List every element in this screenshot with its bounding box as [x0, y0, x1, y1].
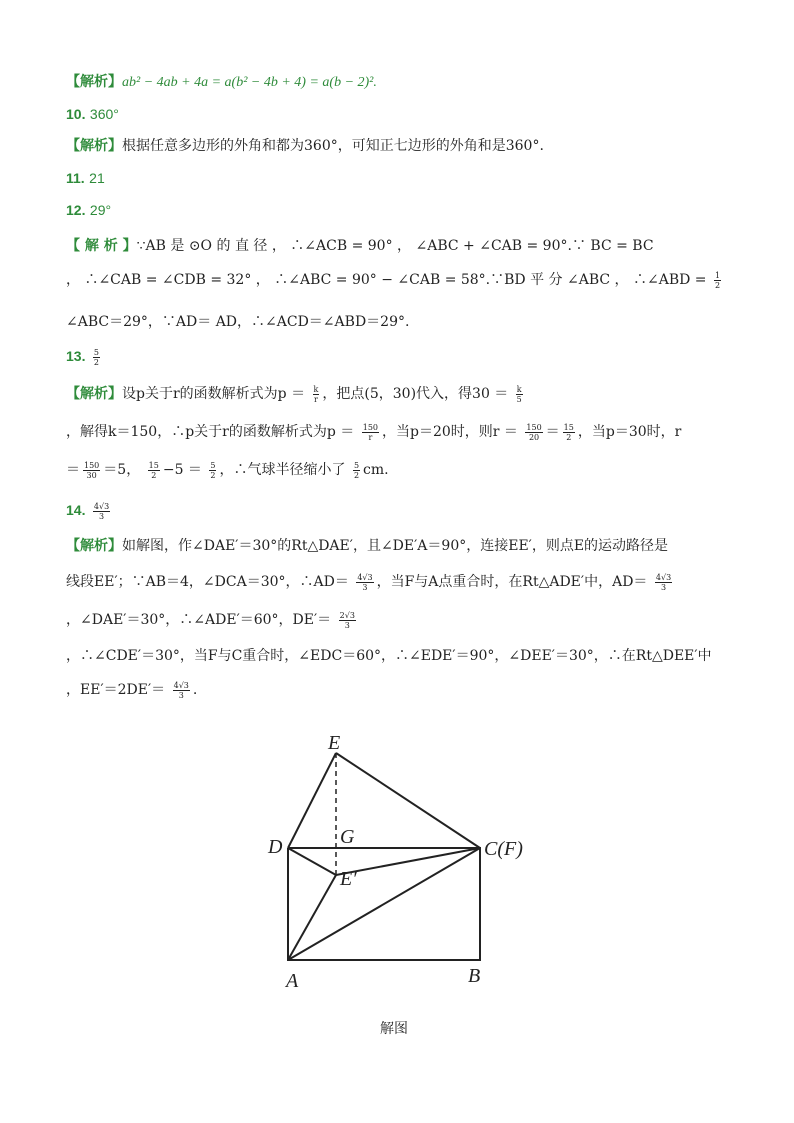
label-E: E	[328, 735, 341, 754]
analysis-tag: 【解析】	[66, 138, 122, 154]
answer-12	[66, 200, 111, 221]
segment-DE-prime	[288, 848, 336, 875]
analysis-tag: 【解析】	[66, 538, 122, 554]
fraction-5-2b: $\frac{5}{2}$	[353, 460, 360, 480]
answer-10	[66, 104, 119, 125]
analysis-text: ，∴∠CDE′＝30°，当F与C重合时，∠EDC＝60°，∴∠EDE′＝90°，∠DEE′＝30°，∴在Rt△DEE′中	[66, 648, 712, 664]
analysis-14-line3	[66, 610, 359, 630]
segment-DE	[288, 753, 336, 848]
analysis-text: ，∴气球半径缩小了	[219, 462, 346, 478]
label-E-prime: E′	[340, 868, 357, 890]
analysis-text: 如解图，作∠DAE′＝30°的Rt△DAE′，且∠DE′A＝90°，连接EE′，则点E的运动路径是	[122, 538, 669, 554]
analysis-text: ab² − 4ab + 4a = a(b² − 4b + 4) = a(b − 2)².	[122, 75, 377, 90]
analysis-14-line5	[66, 680, 197, 700]
analysis-text: 设p关于r的函数解析式为p ＝	[122, 386, 306, 402]
answer-14	[66, 500, 113, 521]
analysis-13-line1	[66, 384, 526, 404]
fraction-150-20: $\frac{150}{20}$	[526, 422, 542, 442]
analysis-text: ， ∴∠CAB = ∠CDB = 32° ， ∴∠ABC = 90° − ∠CAB = 58°.∵BD 平 分 ∠ABC ， ∴∠ABD =	[66, 272, 707, 288]
question-number: 12.	[66, 202, 86, 218]
fraction-15-2b: $\frac{15}{2}$	[148, 460, 159, 480]
label-D: D	[268, 836, 283, 858]
analysis-tag: 【解析】	[66, 386, 122, 402]
analysis-text: ＝5，	[103, 462, 141, 478]
fraction-2r3-3: $\frac{2√3}{3}$	[339, 610, 355, 630]
answer-13	[66, 346, 103, 367]
segment-AE-prime	[288, 875, 336, 960]
analysis-text: ∵AB 是 ⊙O 的 直 径 ， ∴∠ACB = 90° ， ∠ABC + ∠CAB = 90°.∵ BC = BC	[136, 238, 654, 254]
analysis-12-line3	[66, 312, 409, 332]
figure-caption: 解图	[380, 1021, 408, 1037]
analysis-text: −5 ＝	[162, 462, 202, 478]
analysis-text: ＝	[66, 462, 80, 478]
analysis-text: ，把点(5，30)代入，得30 ＝	[322, 386, 509, 402]
fraction-15-2: $\frac{15}{2}$	[563, 422, 574, 442]
fraction-5-2: $\frac{5}{2}$	[210, 460, 216, 480]
analysis-text: cm.	[363, 462, 389, 478]
analysis-text: ，∠DAE′＝30°，∴∠ADE′＝60°，DE′＝	[66, 612, 332, 628]
segment-EC	[336, 753, 480, 848]
analysis-12-line2	[66, 270, 724, 290]
answer-line-9	[66, 72, 377, 93]
fraction-half: $\frac{1}{2}$	[715, 270, 721, 290]
answer-fraction: $\frac{5}{2}$	[93, 347, 100, 367]
analysis-tag: 【解析】	[66, 74, 122, 90]
analysis-text: 根据任意多边形的外角和都为360°，可知正七边形的外角和是360°.	[122, 138, 544, 154]
analysis-13-line3	[66, 460, 389, 480]
analysis-13-line2: ，解得k＝150，∴p关于r的函数解析式为p ＝ $\frac{150}{r}$ ，当p＝20时，则r ＝ $\frac{150}{20}$ ＝ $\frac{15}{2}$ ，当p＝30时，r	[66, 422, 682, 442]
answer-value: 21	[89, 170, 105, 186]
analysis-tag: 【 解 析 】	[66, 238, 137, 254]
fraction-150-30: $\frac{150}{30}$	[84, 460, 100, 480]
analysis-14-line2	[66, 572, 675, 592]
answer-11	[66, 168, 105, 189]
analysis-14-line4	[66, 646, 712, 666]
analysis-text: ，解得k＝150，∴p关于r的函数解析式为p ＝	[66, 424, 355, 440]
fraction-4r3-3: $\frac{4√3}{3}$	[357, 572, 373, 592]
analysis-12-line1	[66, 236, 654, 256]
geometry-figure	[256, 735, 546, 995]
question-number: 13.	[66, 348, 86, 364]
answer-value: 29°	[89, 202, 112, 218]
label-C: C(F)	[484, 838, 523, 860]
label-G: G	[340, 826, 355, 848]
analysis-text: ，当p＝20时，则r ＝	[382, 424, 518, 440]
question-number: 10.	[66, 106, 86, 122]
analysis-text: ，EE′＝2DE′＝	[66, 682, 166, 698]
analysis-text: ，当F与A点重合时，在Rt△ADE′中，AD＝	[376, 574, 648, 590]
answer-value: 360°	[89, 106, 119, 122]
analysis-14-line1	[66, 536, 668, 556]
fraction-k-5: $\frac{k}{5}$	[516, 384, 522, 404]
fraction-4r3-3c: $\frac{4√3}{3}$	[173, 680, 189, 700]
fraction-k-r: $\frac{k}{r}$	[313, 384, 319, 404]
analysis-text: ，当p＝30时，r	[577, 424, 682, 440]
answer-fraction: $\frac{4√3}{3}$	[93, 501, 110, 521]
analysis-10	[66, 136, 544, 156]
analysis-text: ∠ABC＝29°，∵AD＝ AD，∴∠ACD＝∠ABD＝29°.	[66, 314, 410, 330]
analysis-text: 线段EE′；∵AB＝4，∠DCA＝30°，∴AD＝	[66, 574, 349, 590]
label-B: B	[468, 965, 481, 987]
analysis-text: .	[192, 682, 198, 698]
label-A: A	[286, 970, 299, 992]
fraction-4r3-3b: $\frac{4√3}{3}$	[655, 572, 672, 592]
question-number: 11.	[66, 170, 85, 186]
fraction-150-r: $\frac{150}{r}$	[362, 422, 379, 442]
question-number: 14.	[66, 502, 86, 518]
